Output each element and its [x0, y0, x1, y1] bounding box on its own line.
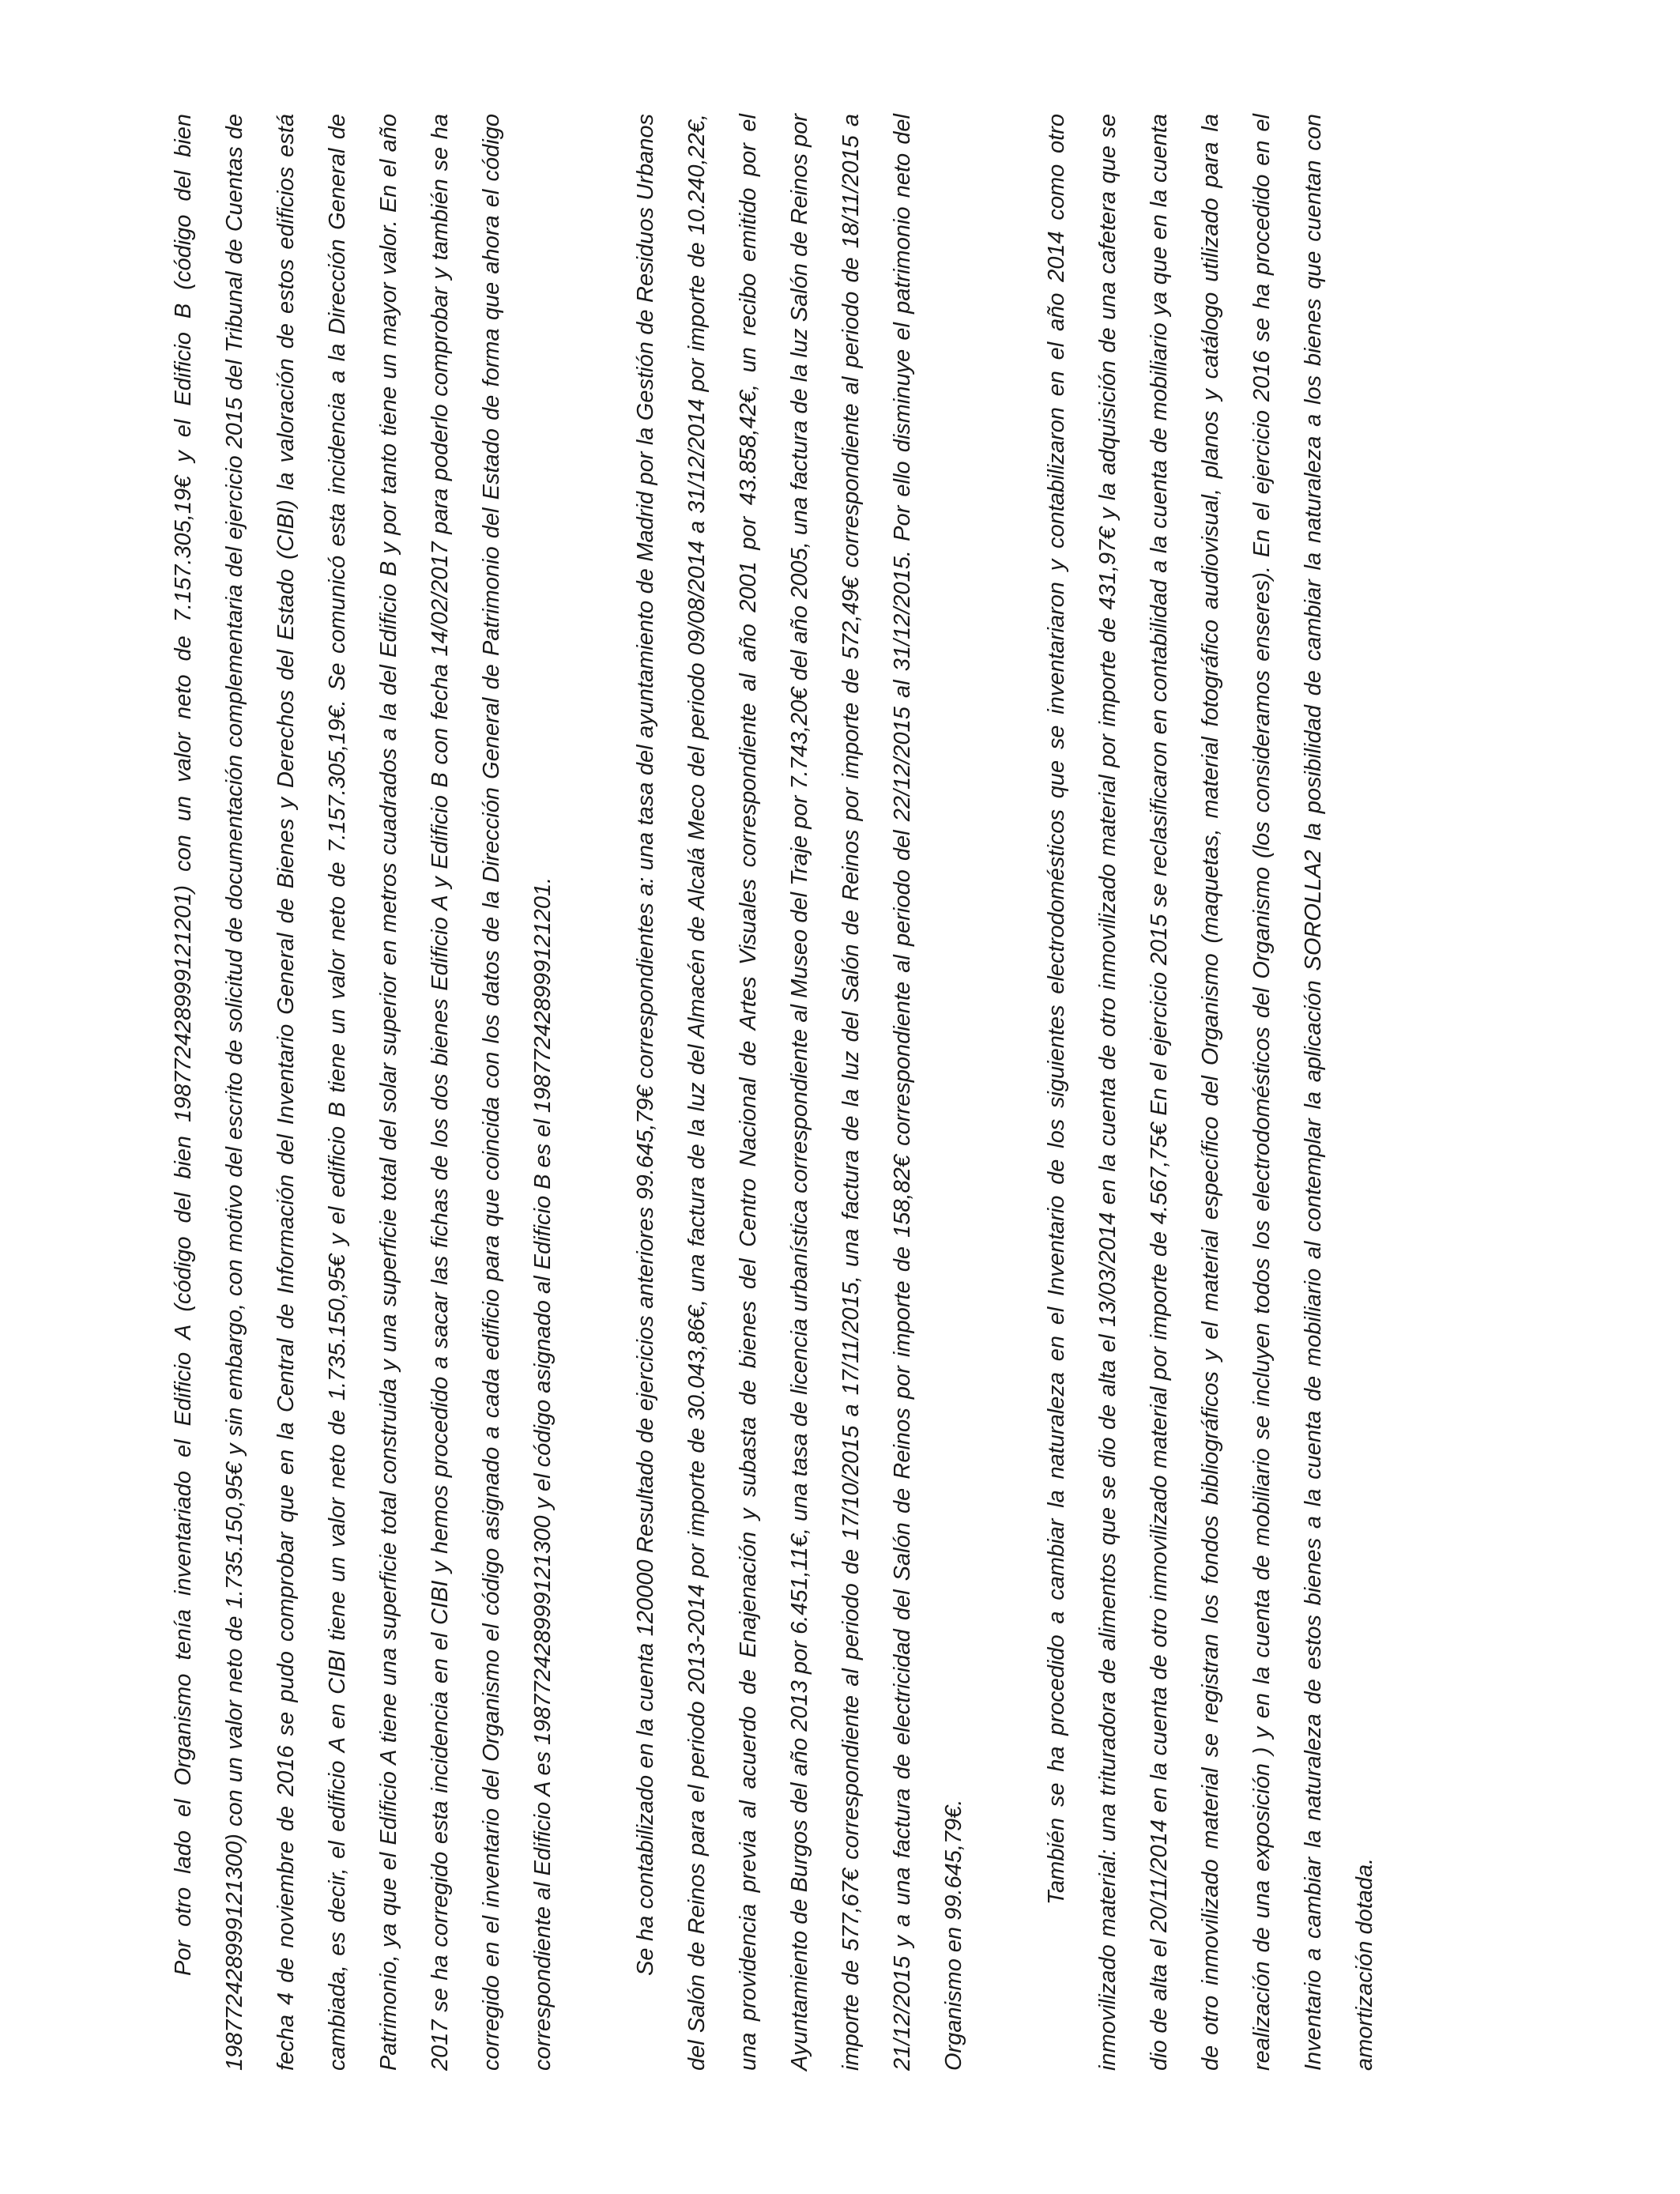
rotated-text-block: [158, 114, 1422, 2071]
paragraph-electrodomesticos: También se ha procedido a cambiar la naturaleza en el Inventario de los siguientes electrodomésticos que se inventariaron y contabilizaron en el año 2014 como otro inmovilizado material: una trituradora de alimentos que se dio de alta el 13/03/2014 en la cuenta de otro inmovilizado material por importe de 431,97€ y la adquisición de una cafetera que se dio de alta el 20/11/2014 en la cuenta de otro inmovilizado material por importe de 4.567,75€ En el ejercicio 2015 se reclasificaron en contabilidad a la cuenta de mobiliario ya que en la cuenta de otro inmovilizado material se registran los fondos bibliográficos y el material específico del Organismo (maquetas, material fotográfico audiovisual, planos y catálogo utilizado para la realización de una exposición ) y en la cuenta de mobiliario se incluyen todos los electrodomésticos del Organismo (los consideramos enseres). En el ejercicio 2016 se ha procedido en el Inventario a cambiar la naturaleza de estos bienes a la cuenta de mobiliario al contemplar la aplicación SOROLLA2 la posibilidad de cambiar la naturaleza a los bienes que cuentan con amortización dotada.: [1044, 114, 1377, 2071]
paragraph-resultado-ejercicios: Se ha contabilizado en la cuenta 120000 Resultado de ejercicios anteriores 99.645,79€ correspondientes a: una tasa del ayuntamiento de Madrid por la Gestión de Residuos Urbanos del Salón de Reinos para el periodo 2013-2014 por importe de 30.043,86€, una factura de la luz del Almacén de Alcalá Meco del periodo 09/08/2014 a 31/12/2014 por importe de 10.240,22€, una providencia previa al acuerdo de Enajenación y subasta de bienes del Centro Nacional de Artes Visuales correspondiente al año 2001 por 43.858,42€, un recibo emitido por el Ayuntamiento de Burgos del año 2013 por 6.451,11€, una tasa de licencia urbanística correspondiente al Museo del Traje por 7.743,20€ del año 2005, una factura de la luz Salón de Reinos por importe de 577,67€ correspondiente al periodo de 17/10/2015 a 17/11/2015, una factura de la luz del Salón de Reinos por importe de 572,49€ correspondiente al periodo de 18/11/2015 a 21/12/2015 y a una factura de electricidad del Salón de Reinos por importe de 158,82€ correspondiente al periodo del 22/12/2015 al 31/12/2015. Por ello disminuye el patrimonio neto del Organismo en 99.645,79€.: [633, 114, 966, 2071]
paragraph-edificios: Por otro lado el Organismo tenía inventariado el Edificio A (código del bien 198772428999121201) con un valor neto de 7.157.305,19€ y el Edificio B (código del bien 198772428999121300) con un valor neto de 1.735.150,95€ y sin embargo, con motivo del escrito de solicitud de documentación complementaria del ejercicio 2015 del Tribunal de Cuentas de fecha 4 de noviembre de 2016 se pudo comprobar que en la Central de Información del Inventario General de Bienes y Derechos del Estado (CIBI) la valoración de estos edificios está cambiada, es decir, el edificio A en CIBI tiene un valor neto de 1.735.150,95€ y el edificio B tiene un valor neto de 7.157.305,19€. Se comunicó esta incidencia a la Dirección General de Patrimonio, ya que el Edificio A tiene una superficie total construida y una superficie total del solar superior en metros cuadrados a la del Edificio B y por tanto tiene un mayor valor. En el año 2017 se ha corregido esta incidencia en el CIBI y hemos procedido a sacar las fichas de los dos bienes Edificio A y Edificio B con fecha 14/02/2017 para poderlo comprobar y también se ha corregido en el inventario del Organismo el código asignado a cada edificio para que coincida con los datos de la Dirección General de Patrimonio del Estado de forma que ahora el código correspondiente al Edificio A es 198772428999121300 y el código asignado al Edificio B es el 198772428999121201.: [171, 114, 556, 2071]
